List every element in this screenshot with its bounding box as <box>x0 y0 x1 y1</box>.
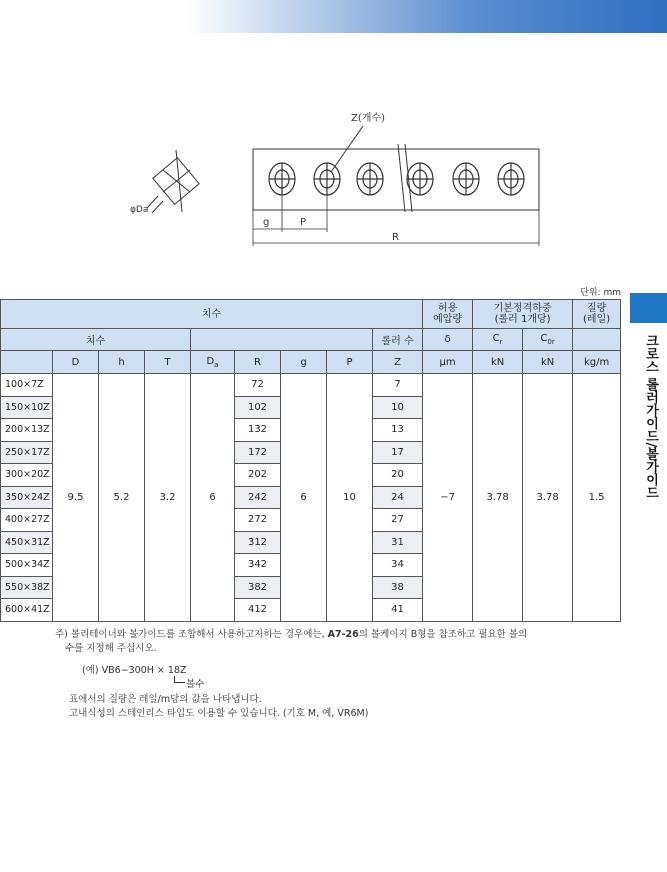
notes-block-2 <box>69 693 368 721</box>
side-tab-title: 크로스 롤러가이드/볼가이드 <box>643 334 658 500</box>
r-cell: 412 <box>235 599 281 622</box>
col-da: $D_a$ <box>191 351 235 374</box>
example-label: 볼수 <box>186 679 205 690</box>
notes-block <box>55 628 625 656</box>
p-value: 10 <box>327 374 373 622</box>
table-row <box>1 374 621 397</box>
col-d: D <box>53 351 99 374</box>
r-cell: 242 <box>235 486 281 509</box>
header-dims-sub: 치수 <box>1 329 191 351</box>
retainer-plate <box>253 144 539 212</box>
roller-side-view <box>147 150 199 213</box>
z-cell: 41 <box>373 599 423 622</box>
p-label: P <box>300 217 307 228</box>
model-cell: 400×27Z <box>1 509 53 532</box>
r-cell: 172 <box>235 441 281 464</box>
z-cell: 34 <box>373 554 423 577</box>
header-basic-load: 기본정격하중 (롤러 1개당) <box>473 300 573 329</box>
model-cell: 300×20Z <box>1 464 53 487</box>
model-cell: 500×34Z <box>1 554 53 577</box>
r-cell: 272 <box>235 509 281 532</box>
header-mass-blank <box>573 329 621 351</box>
note-2: 표에서의 질량은 레일/m당의 값을 나타냅니다. <box>69 694 262 705</box>
unit-kgm: kg/m <box>573 351 621 374</box>
header-gradient-band <box>0 0 667 33</box>
model-cell: 100×7Z <box>1 374 53 397</box>
g-label: g <box>263 217 270 228</box>
mass-value: 1.5 <box>573 374 621 622</box>
unit-kn-cr: kN <box>473 351 523 374</box>
unit-kn-cor: kN <box>523 351 573 374</box>
col-g: g <box>281 351 327 374</box>
r-cell: 72 <box>235 374 281 397</box>
d-value: 9.5 <box>53 374 99 622</box>
roller-symbols <box>269 163 524 195</box>
page-reference: A7-26 <box>327 629 359 640</box>
model-cell: 600×41Z <box>1 599 53 622</box>
r-cell: 202 <box>235 464 281 487</box>
z-cell: 27 <box>373 509 423 532</box>
header-blank <box>191 329 373 351</box>
model-cell: 350×24Z <box>1 486 53 509</box>
unit-label: 단위: mm <box>580 288 621 298</box>
header-delta: δ <box>423 329 473 351</box>
model-cell: 200×13Z <box>1 419 53 442</box>
header-mass: 질량 (레일) <box>573 300 621 329</box>
model-cell: 250×17Z <box>1 441 53 464</box>
model-cell: 550×38Z <box>1 576 53 599</box>
r-cell: 382 <box>235 576 281 599</box>
da-value: 6 <box>191 374 235 622</box>
note-3: 고내식성의 스테인리스 타입도 이용할 수 있습니다. (기호 M, 예, VR6M) <box>69 708 369 719</box>
example-leader <box>174 676 185 683</box>
technical-drawing <box>0 100 667 260</box>
z-cell: 10 <box>373 396 423 419</box>
cor-value: 3.78 <box>523 374 573 622</box>
z-cell: 38 <box>373 576 423 599</box>
note-1-cont: 수를 지정해 주십시오. <box>65 643 157 654</box>
r-cell: 312 <box>235 531 281 554</box>
z-cell: 20 <box>373 464 423 487</box>
col-model <box>1 351 53 374</box>
header-preload: 허용 예압량 <box>423 300 473 329</box>
header-rollers: 롤러 수 <box>373 329 423 351</box>
r-cell: 342 <box>235 554 281 577</box>
z-count-label: Z(개수) <box>351 113 385 124</box>
example-text: (예) VB6−300H × 18Z <box>82 665 187 676</box>
z-cell: 17 <box>373 441 423 464</box>
z-cell: 31 <box>373 531 423 554</box>
col-z: Z <box>373 351 423 374</box>
spec-table <box>0 299 621 622</box>
unit-um: μm <box>423 351 473 374</box>
g-value: 6 <box>281 374 327 622</box>
model-cell: 150×10Z <box>1 396 53 419</box>
delta-value: −7 <box>423 374 473 622</box>
h-value: 5.2 <box>99 374 145 622</box>
model-cell: 450×31Z <box>1 531 53 554</box>
side-tab-marker <box>630 293 667 323</box>
col-r: R <box>235 351 281 374</box>
r-cell: 132 <box>235 419 281 442</box>
cr-value: 3.78 <box>473 374 523 622</box>
col-h: h <box>99 351 145 374</box>
z-cell: 24 <box>373 486 423 509</box>
r-cell: 102 <box>235 396 281 419</box>
z-cell: 13 <box>373 419 423 442</box>
r-label: R <box>392 232 399 243</box>
t-value: 3.2 <box>145 374 191 622</box>
col-p: P <box>327 351 373 374</box>
note-1: 주) 볼리테이너와 볼가이드를 조합해서 사용하고자하는 경우에는, A7-26의 볼케이지 B형을 참조하고 필요한 볼의 <box>55 629 528 640</box>
header-cr: $C_r$ <box>473 329 523 351</box>
header-dims: 치수 <box>1 300 423 329</box>
header-cor: $C_{0r}$ <box>523 329 573 351</box>
z-cell: 7 <box>373 374 423 397</box>
da-label: φDa <box>130 205 149 215</box>
col-t: T <box>145 351 191 374</box>
